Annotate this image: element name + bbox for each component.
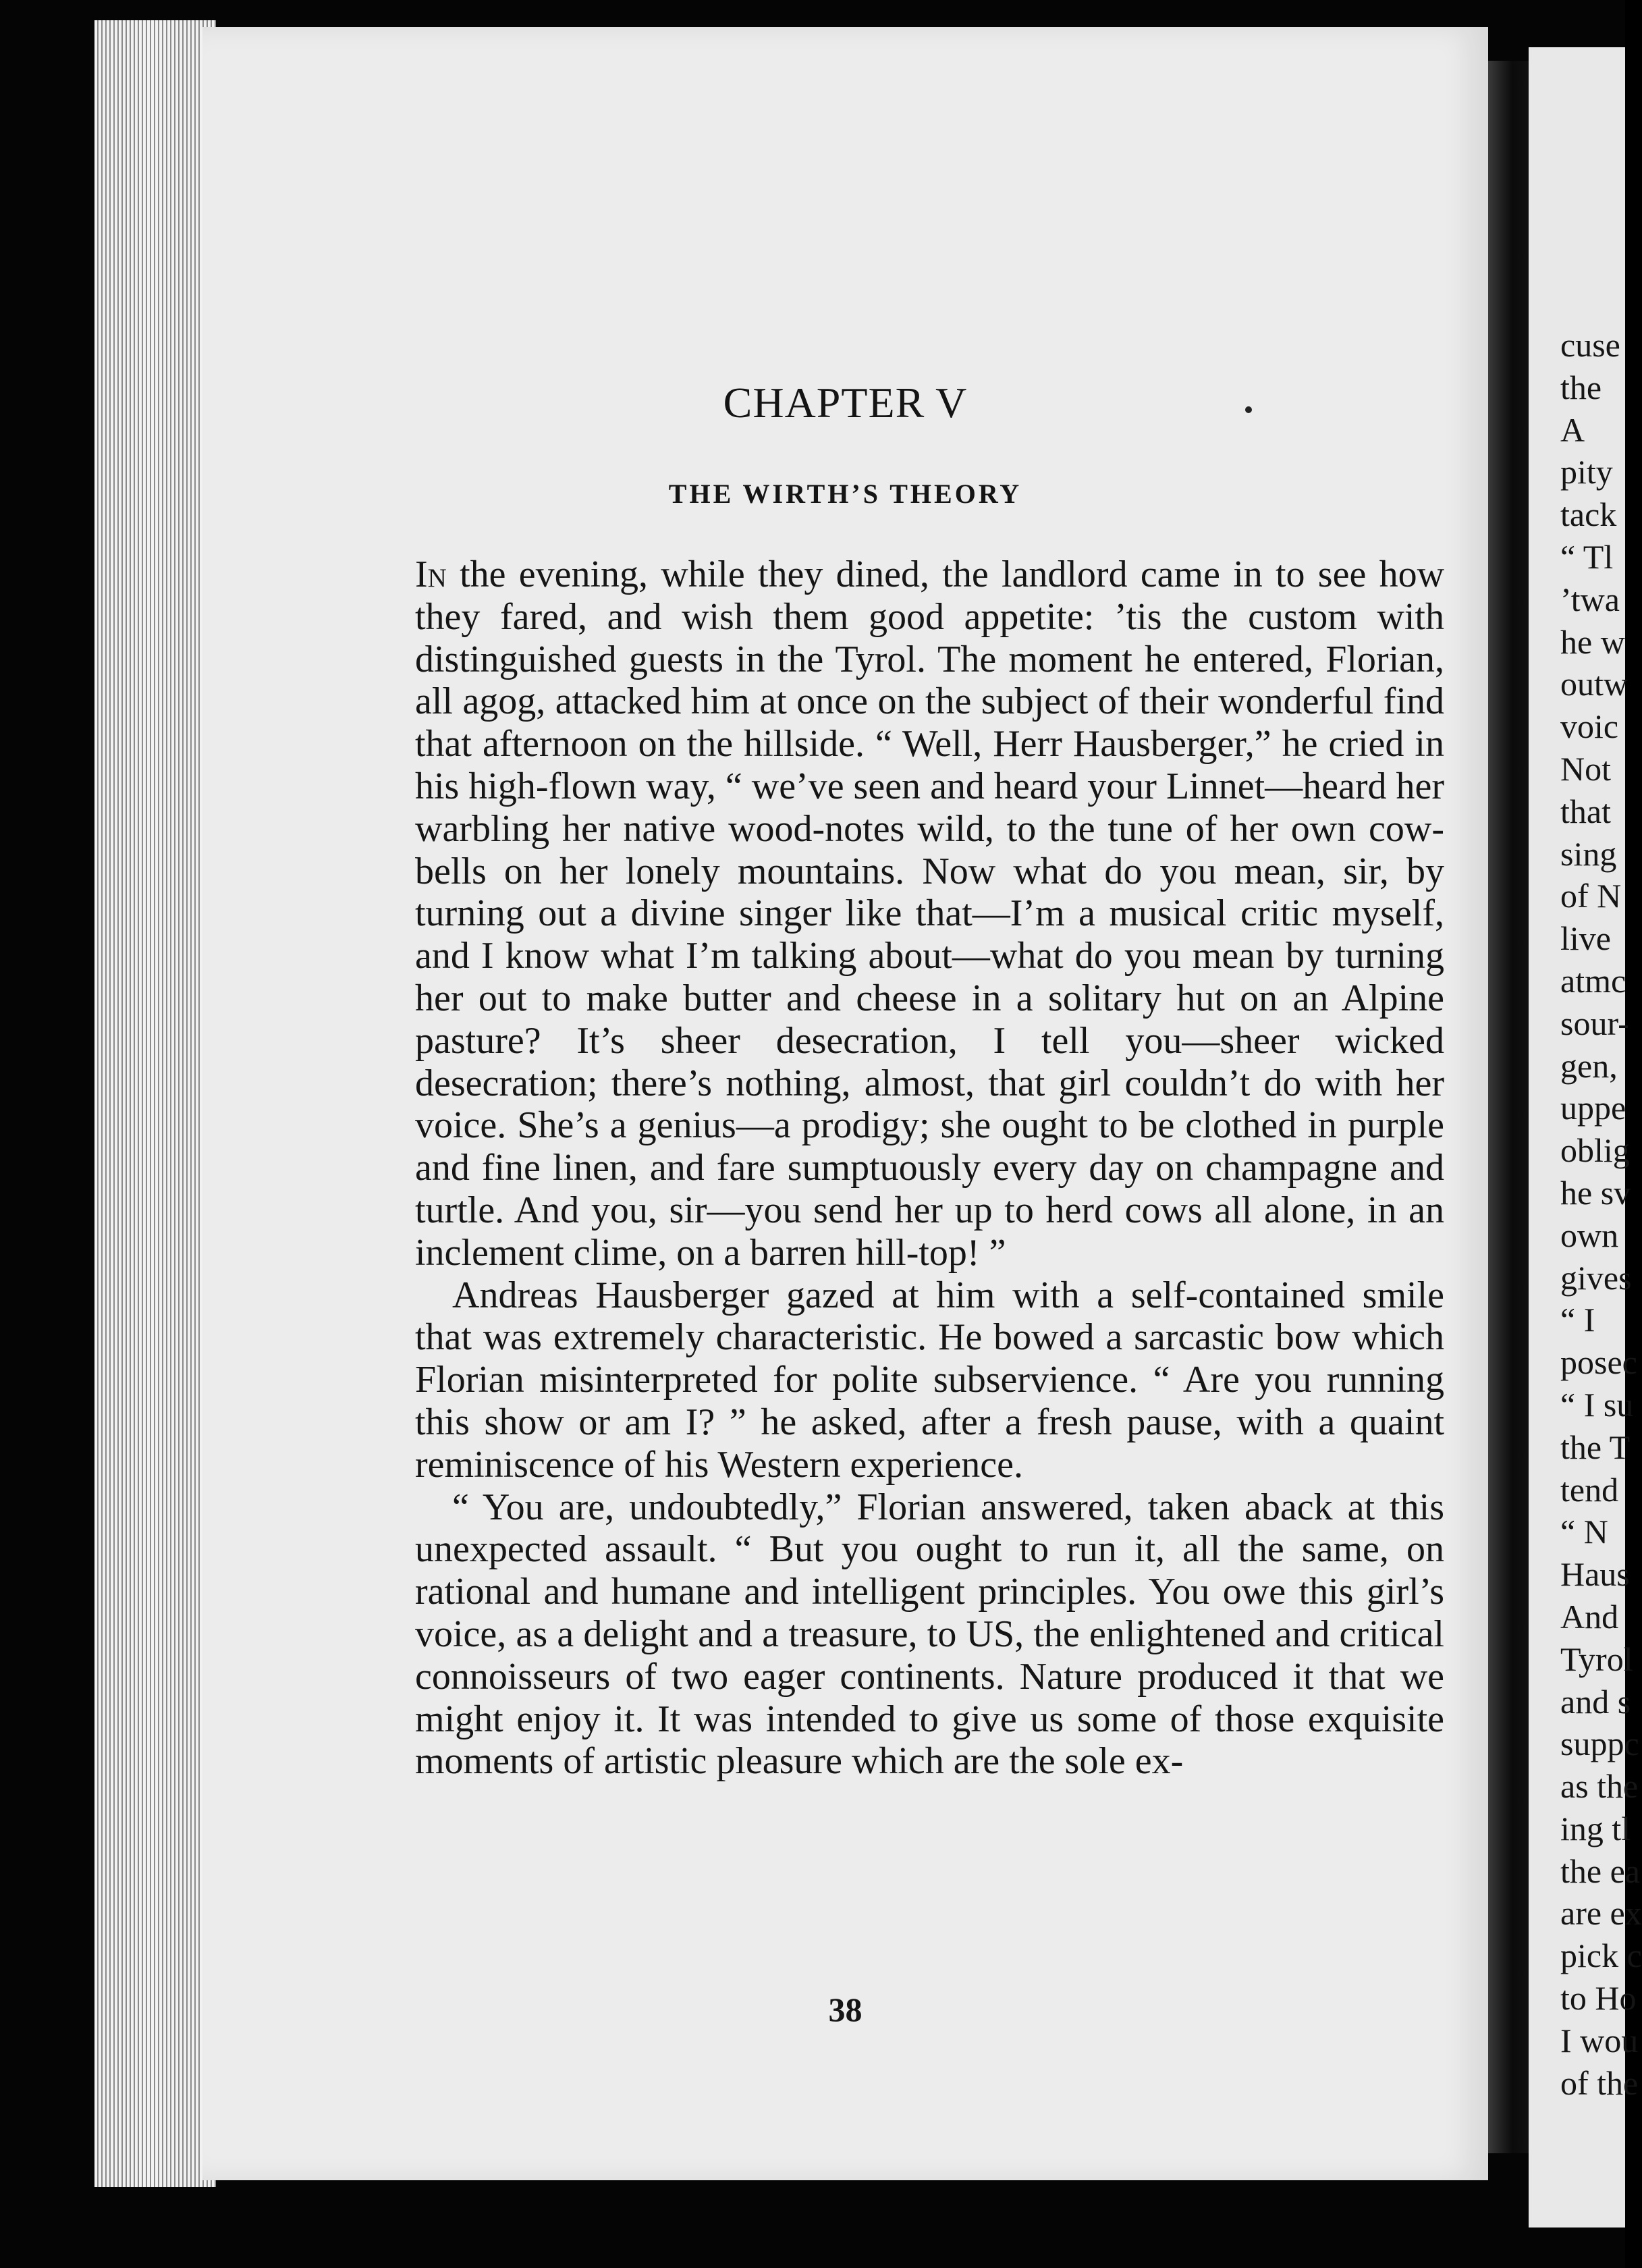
facing-page-line: of the bbox=[1560, 2063, 1639, 2102]
facing-page-line: are ex bbox=[1560, 1894, 1642, 1933]
facing-page-line: pity bbox=[1560, 453, 1613, 491]
facing-page-line: the ea bbox=[1560, 1852, 1640, 1890]
facing-page-line: ’twa bbox=[1560, 580, 1620, 618]
facing-page-line: that bbox=[1560, 792, 1611, 830]
chapter-body bbox=[415, 554, 1444, 1783]
facing-page-line: oblig bbox=[1560, 1131, 1630, 1170]
chapter-subtitle: THE WIRTH’S THEORY bbox=[668, 479, 1022, 509]
page-number: 38 bbox=[828, 1991, 863, 2028]
facing-page-line: And bbox=[1560, 1597, 1619, 1636]
facing-page-line: sour- bbox=[1560, 1004, 1629, 1042]
facing-page-line: Haus bbox=[1560, 1555, 1630, 1594]
facing-page-line: pick c bbox=[1560, 1937, 1642, 1975]
facing-page-line: suppc bbox=[1560, 1725, 1639, 1763]
facing-page-line: tack bbox=[1560, 495, 1617, 534]
facing-page-line: voic bbox=[1560, 707, 1619, 746]
facing-page-line: outw bbox=[1560, 665, 1628, 703]
facing-page-line: and s bbox=[1560, 1682, 1631, 1721]
facing-page-line: cuse bbox=[1560, 326, 1620, 364]
paragraph: “ You are, undoubtedly,” Florian answered, taken aback at this unexpected assault. “ But you ought to run it, all the same, on rational and humane and intelligent principles. You owe this girl’s voice, as a delight and a treasure, to US, the enlightened and critical connoisseurs of two eager continents. Nature produced it that we might enjoy it. It was intended to give us some of those exquisite moments of artistic pleasure which are the sole ex- bbox=[415, 1486, 1444, 1783]
opening-word: In bbox=[415, 554, 447, 595]
page-edges bbox=[94, 20, 216, 2187]
facing-page-line: as the bbox=[1560, 1767, 1639, 1806]
facing-page-line: to Ho bbox=[1560, 1979, 1637, 2018]
facing-page-line: Not bbox=[1560, 749, 1611, 788]
facing-page-line: the bbox=[1560, 368, 1602, 406]
book-gutter bbox=[1488, 61, 1529, 2153]
facing-page-line: ing tl bbox=[1560, 1809, 1631, 1847]
facing-page-line: “ N bbox=[1560, 1513, 1608, 1551]
facing-page-line: gives bbox=[1560, 1258, 1632, 1297]
facing-page-line: uppe bbox=[1560, 1089, 1626, 1127]
paragraph: Andreas Hausberger gazed at him with a self-contained smile that was extremely characteristic. He bowed a sarcastic bow which Florian misinterpreted for polite subservience. “ Are you running this show or am I? ” he asked, after a fresh pause, with a quaint reminiscence of his Western experience. bbox=[415, 1274, 1444, 1486]
facing-page-line: he w bbox=[1560, 622, 1625, 661]
facing-page-line: I wou bbox=[1560, 2021, 1639, 2059]
facing-page-line: atmc bbox=[1560, 961, 1626, 1000]
facing-page-line: “ I su bbox=[1560, 1385, 1634, 1424]
facing-page-line: tend bbox=[1560, 1470, 1619, 1509]
paragraph bbox=[415, 554, 1444, 1274]
facing-page-line: gen, bbox=[1560, 1046, 1618, 1085]
facing-page-line: of N bbox=[1560, 877, 1622, 915]
facing-page-line: “ Tl bbox=[1560, 537, 1614, 576]
facing-page-line: posec bbox=[1560, 1343, 1637, 1382]
facing-page-line: own bbox=[1560, 1216, 1619, 1254]
facing-page-line: A bbox=[1560, 410, 1585, 449]
facing-page-line: “ I bbox=[1560, 1301, 1595, 1339]
facing-page-line: he sv bbox=[1560, 1173, 1631, 1212]
ink-speck bbox=[1245, 406, 1252, 413]
facing-page-text bbox=[1560, 324, 1641, 2104]
paragraph-text: the evening, while they dined, the landlord came in to see how they fared, and wish them good appetite: ’tis the custom with distinguished guests in the Tyrol. The moment he entered, Florian, all agog, attacked him at once on the subject of their wonderful find that afternoon on the hillside. “ Well, Herr Hausberger,” he cried in his high-flown way, “ we’ve seen and heard your Linnet—heard her warbling her native wood-notes wild, to the tune of her own cow-bells on her lonely mountains. Now what do you mean, sir, by turning out a divine singer like that—I’m a musical critic myself, and I know what I’m talking about—what do you mean by turning her out to make butter and cheese in a solitary hut on an Alpine pasture? It’s sheer desecration, I tell you—sheer wicked desecration; there’s nothing, almost, that girl couldn’t do with her voice. She’s a genius—a prodigy; she ought to be clothed in purple and fine linen, and fare sumptuously every day on champagne and turtle. And you, sir—you send her up to herd cows all alone, in an inclement clime, on a barren hill-top! ” bbox=[415, 554, 1445, 1274]
facing-page-line: the T bbox=[1560, 1428, 1631, 1466]
chapter-title: CHAPTER V bbox=[723, 379, 968, 427]
facing-page-line: live bbox=[1560, 919, 1611, 958]
facing-page-line: Tyrol bbox=[1560, 1640, 1633, 1678]
facing-page-line: sing bbox=[1560, 834, 1617, 873]
